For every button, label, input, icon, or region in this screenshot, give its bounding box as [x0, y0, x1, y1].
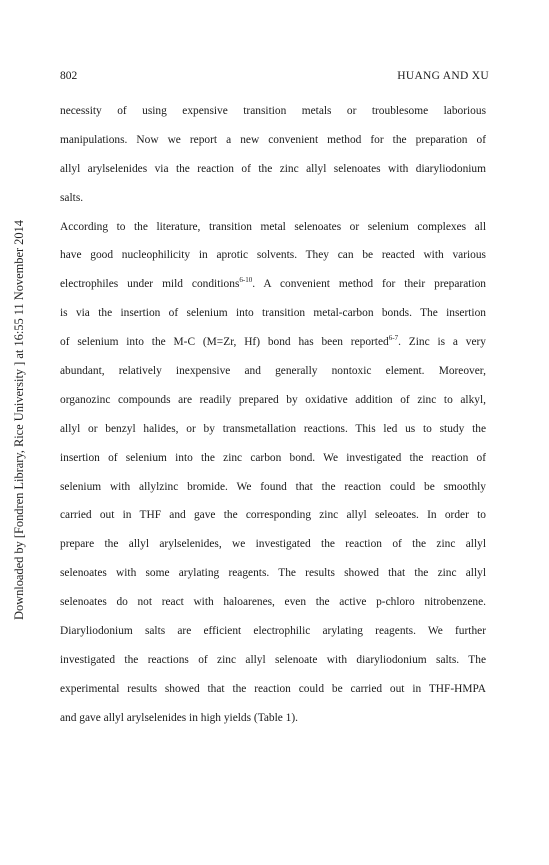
line-text: and gave allyl arylselenides in high yields (Table 1).	[60, 711, 299, 724]
text-line	[60, 530, 486, 559]
text-line	[60, 213, 486, 242]
line-text: organozinc compounds are readily prepared by oxidative addition of zinc to alkyl,	[60, 393, 486, 406]
line-text: Diaryliodonium salts are efficient electrophilic arylating reagents. We further	[60, 625, 486, 638]
line-text: salts.	[60, 191, 84, 204]
line-text: have good nucleophilicity in aprotic solvents. They can be reacted with various	[60, 249, 486, 262]
line-text: According to the literature, transition metal selenoates or selenium complexes all	[60, 220, 486, 233]
text-line	[60, 357, 486, 386]
line-text: allyl or benzyl halides, or by transmetallation reactions. This led us to study the	[60, 422, 486, 435]
text-line	[60, 501, 486, 530]
text-line	[60, 617, 486, 646]
line-text: investigated the reactions of zinc allyl selenoate with diaryliodonium salts. The	[60, 653, 486, 666]
line-text: is via the insertion of selenium into transition metal-carbon bonds. The insertion	[60, 307, 486, 320]
page-header	[60, 70, 489, 86]
download-sidebar	[0, 0, 24, 865]
line-text: selenoates with some arylating reagents. The results showed that the zinc allyl	[60, 567, 486, 580]
citation-superscript: 6-7	[388, 334, 399, 343]
text-line	[60, 184, 486, 213]
text-line	[60, 473, 486, 502]
line-text: of selenium into the M-C (M=Zr, Hf) bond has been reported	[60, 336, 389, 349]
text-line	[60, 444, 486, 473]
line-text: selenium with allylzinc bromide. We found that the reaction could be smoothly	[60, 480, 486, 493]
body-text	[60, 97, 486, 733]
line-text: necessity of using expensive transition metals or troublesome laborious	[60, 105, 486, 117]
text-line	[60, 126, 486, 155]
text-line	[60, 646, 486, 675]
text-line	[60, 270, 486, 299]
citation-superscript: 6-10	[239, 276, 253, 285]
text-line	[60, 241, 486, 270]
line-text: manipulations. Now we report a new convenient method for the preparation of	[60, 133, 486, 146]
text-line	[60, 675, 486, 704]
text-line	[60, 97, 486, 126]
running-head: HUANG AND XU	[397, 70, 489, 82]
line-text: electrophiles under mild conditions	[60, 278, 240, 291]
line-text-continued: . A convenient method for their preparation	[252, 278, 486, 291]
line-text: experimental results showed that the reaction could be carried out in THF-HMPA	[60, 682, 486, 695]
page-number: 802	[60, 70, 78, 82]
line-text: prepare the allyl arylselenides, we investigated the reaction of the zinc allyl	[60, 538, 486, 551]
text-line	[60, 386, 486, 415]
text-line	[60, 559, 486, 588]
line-text: selenoates do not react with haloarenes, even the active p-chloro nitrobenzene.	[60, 596, 486, 609]
text-line	[60, 415, 486, 444]
line-text: insertion of selenium into the zinc carbon bond. We investigated the reaction of	[60, 451, 486, 464]
line-text: abundant, relatively inexpensive and generally nontoxic element. Moreover,	[60, 365, 486, 378]
text-line	[60, 299, 486, 328]
text-line	[60, 704, 486, 733]
line-text-continued: . Zinc is a very	[398, 336, 486, 349]
text-line	[60, 328, 486, 357]
line-text: allyl arylselenides via the reaction of the zinc allyl selenoates with diaryliodonium	[60, 162, 486, 175]
line-text: carried out in THF and gave the corresponding zinc allyl seleoates. In order to	[60, 509, 486, 522]
download-note: Downloaded by [Fondren Library, Rice University ] at 16:55 11 November 2014	[12, 220, 26, 620]
text-line	[60, 588, 486, 617]
text-line	[60, 155, 486, 184]
